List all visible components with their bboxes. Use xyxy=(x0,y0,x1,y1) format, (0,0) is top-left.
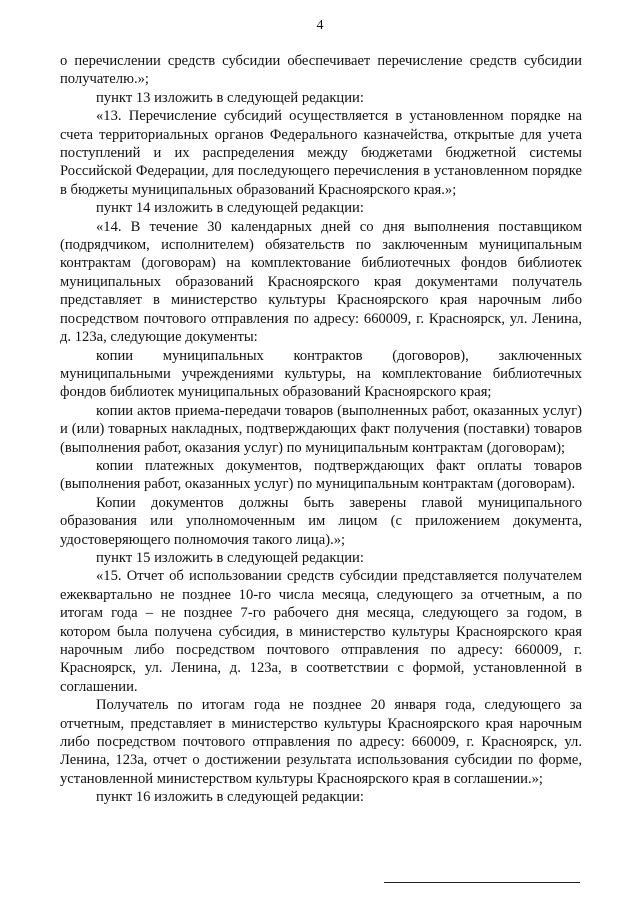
document-body xyxy=(60,52,582,807)
paragraph-certification: Копии документов должны быть заверены главой муниципального образования или уполномоченным им лицом (с приложением документа, удостоверяющего полномочия такого лица).»; xyxy=(60,494,582,548)
paragraph-clause-15: «15. Отчет об использовании средств субсидии представляется получателем ежеквартально не позднее 10-го числа месяца, следующего за отчетным, а по итогам года – не позднее 7-го рабочего дня месяца, следующего за годом, в котором была получена субсидия, в министерство культуры Красноярского края нарочным либо посредством почтового отправления по адресу: 660009, г. Красноярск, ул. Ленина, д. 123а, в соответствии с формой, установленной в соглашении. xyxy=(60,568,582,695)
paragraph-clause-14: «14. В течение 30 календарных дней со дня выполнения поставщиком (подрядчиком, исполнителем) обязательств по заключенным муниципальным контрактам (договорам) на комплектование библиотечных фондов библиотек муниципальных образований Красноярского края документами получатель представляет в министерство культуры Красноярского края нарочным либо посредством почтового отправления по адресу: 660009, г. Красноярск, ул. Ленина, д. 123а, следующие документы: xyxy=(60,218,582,346)
footer-rule xyxy=(384,882,580,883)
paragraph-acts-copies: копии актов приема-передачи товаров (выполненных работ, оказанных услуг) и (или) товарных накладных, подтверждающих факт получения (поставки) товаров (выполнения работ, оказания услуг) по муниципальным контрактам (договорам); xyxy=(60,402,582,456)
paragraph-annual-report: Получатель по итогам года не позднее 20 января года, следующего за отчетным, представляет в министерство культуры Красноярского края нарочным либо посредством почтового отправления по адресу: 660009, г. Красноярск, ул. Ленина, 123а, отчет о достижении результата использования субсидии по форме, установленной министерством культуры Красноярского края в соглашении.»; xyxy=(60,697,582,787)
page-number: 4 xyxy=(316,18,324,33)
paragraph-continuation: о перечислении средств субсидии обеспечивает перечисление средств субсидии получателю.»; xyxy=(60,53,582,88)
paragraph-contracts-copies: копии муниципальных контрактов (договоров), заключенных муниципальными учреждениями культуры, на комплектование библиотечных фондов библиотек муниципальных образований Красноярского края; xyxy=(60,347,582,401)
paragraph-clause-13: «13. Перечисление субсидий осуществляется в установленном порядке на счета территориальных органов Федерального казначейства, открытые для учета поступлений и их распределения между бюджетами бюджетной системы Российской Федерации, для последующего перечисления в установленном порядке в бюджеты муниципальных образований Красноярского края.»; xyxy=(60,108,582,198)
paragraph-instruction-16: пункт 16 изложить в следующей редакции: xyxy=(96,789,364,806)
paragraph-instruction-13: пункт 13 изложить в следующей редакции: xyxy=(96,89,364,106)
paragraph-instruction-14: пункт 14 изложить в следующей редакции: xyxy=(96,200,364,217)
paragraph-instruction-15: пункт 15 изложить в следующей редакции: xyxy=(96,549,364,566)
paragraph-payment-copies: копии платежных документов, подтверждающих факт оплаты товаров (выполнения работ, оказанных услуг) по муниципальным контрактам (договорам). xyxy=(60,457,582,493)
